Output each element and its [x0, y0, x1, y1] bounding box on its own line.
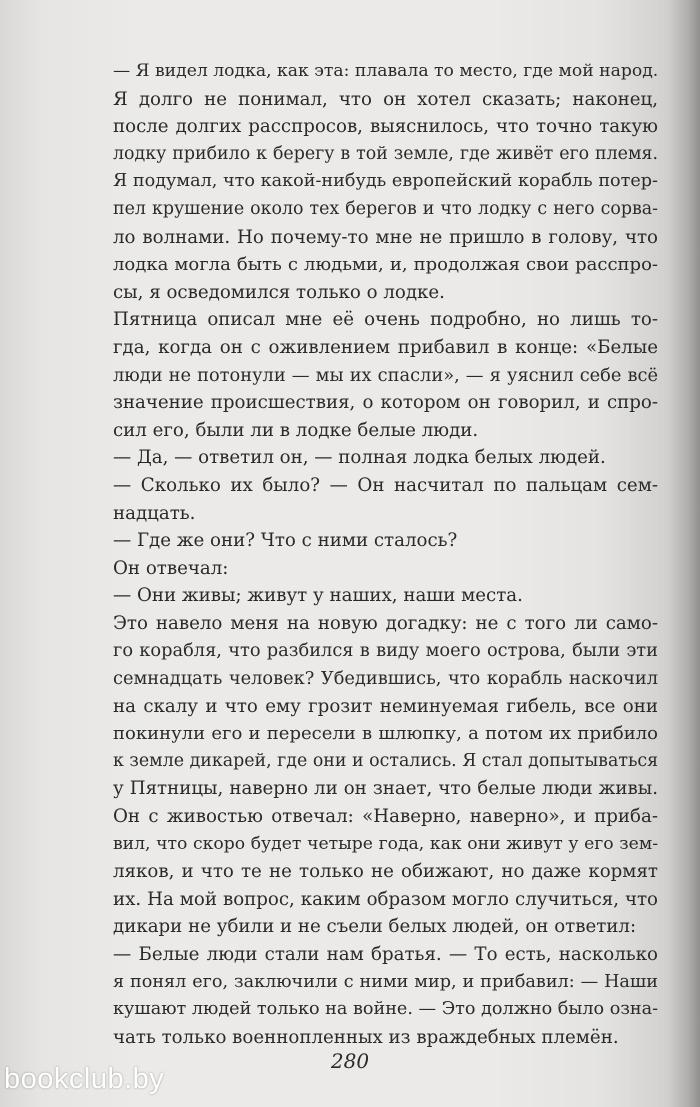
watermark: bookclub.by — [4, 1063, 165, 1095]
text-line: после долгих расспросов, выяснилось, что точно такую — [113, 116, 658, 138]
text-line: покинули его и пересели в шлюпку, а потом их прибило — [113, 723, 658, 745]
text-line: лодку прибило к берегу в той земле, где живёт его племя. — [113, 143, 658, 164]
text-line: надцать. — [113, 502, 196, 524]
body-text — [113, 58, 658, 1051]
text-line: у Пятницы, наверно ли он знает, что белые люди живы. — [113, 778, 658, 800]
text-line: их. На мой вопрос, каким образом могло случиться, что — [113, 888, 658, 910]
text-line: Пятница описал мне её очень подробно, но лишь то- — [113, 309, 658, 331]
text-line: сил его, были ли в лодке белые люди. — [113, 419, 479, 441]
text-line: значение происшествия, о котором он говорил, и спро- — [113, 392, 658, 414]
text-line: Я долго не понимал, что он хотел сказать; наконец, — [113, 88, 658, 110]
text-line: — Я видел лодка, как эта: плавала то место, где мой народ. — [113, 61, 659, 81]
text-line: сы, я осведомился только о лодке. — [113, 281, 445, 303]
text-line: гда, когда он с оживлением прибавил в конце: «Белые — [113, 336, 658, 358]
text-line: — Белые люди стали нам братья. — То есть, насколько — [113, 944, 658, 965]
text-line: ло волнами. Но почему-то мне не пришло в голову, что — [113, 226, 658, 248]
text-line: люди не потонули — мы их спасли», — я уяснил себе всё — [113, 364, 658, 386]
text-line: семнадцать человек? Убедившись, что корабль наскочил — [113, 668, 658, 690]
text-line: — Да, — ответил он, — полная лодка белых людей. — [113, 447, 606, 469]
text-line: ляков, и что те не только не обижают, но даже кормят — [113, 861, 658, 883]
text-line: к земле дикарей, где они и остались. Я стал допытываться — [113, 750, 659, 771]
text-line: Он отвечал: — [113, 557, 229, 579]
text-line: дикари не убили и не съели белых людей, он ответил: — [113, 916, 637, 938]
text-line: го корабля, что разбился в виду моего острова, были эти — [113, 640, 658, 662]
text-line: на скалу и что ему грозит неминуемая гибель, все они — [113, 695, 658, 717]
text-line: Я подумал, что какой-нибудь европейский корабль потер- — [113, 171, 658, 192]
text-line: лодка могла быть с людьми, и, продолжая свои расспро- — [113, 254, 658, 276]
text-line: я понял его, заключили с ними мир, и прибавил: — Наши — [113, 971, 658, 992]
text-line: — Они живы; живут у наших, наши места. — [113, 585, 523, 607]
text-line: чать только военнопленных из враждебных племён. — [113, 1026, 619, 1048]
text-line: Это навело меня на новую догадку: не с того ли само- — [113, 612, 658, 634]
text-line: — Сколько их было? — Он насчитал по пальцам сем- — [113, 474, 658, 496]
text-line: — Где же они? Что с ними сталось? — [113, 530, 458, 552]
text-line: пел крушение около тех берегов и что лодку с него сорва- — [113, 198, 658, 219]
text-line: вил, что скоро будет четыре года, как они живут у его зем- — [113, 833, 658, 854]
page-edge-shadow — [668, 0, 700, 1107]
text-line: Он с живостью отвечал: «Наверно, наверно», и приба- — [113, 806, 658, 828]
text-line: кушают людей только на войне. — Это должно было озна- — [113, 999, 659, 1020]
page-number: 280 — [330, 1049, 370, 1073]
